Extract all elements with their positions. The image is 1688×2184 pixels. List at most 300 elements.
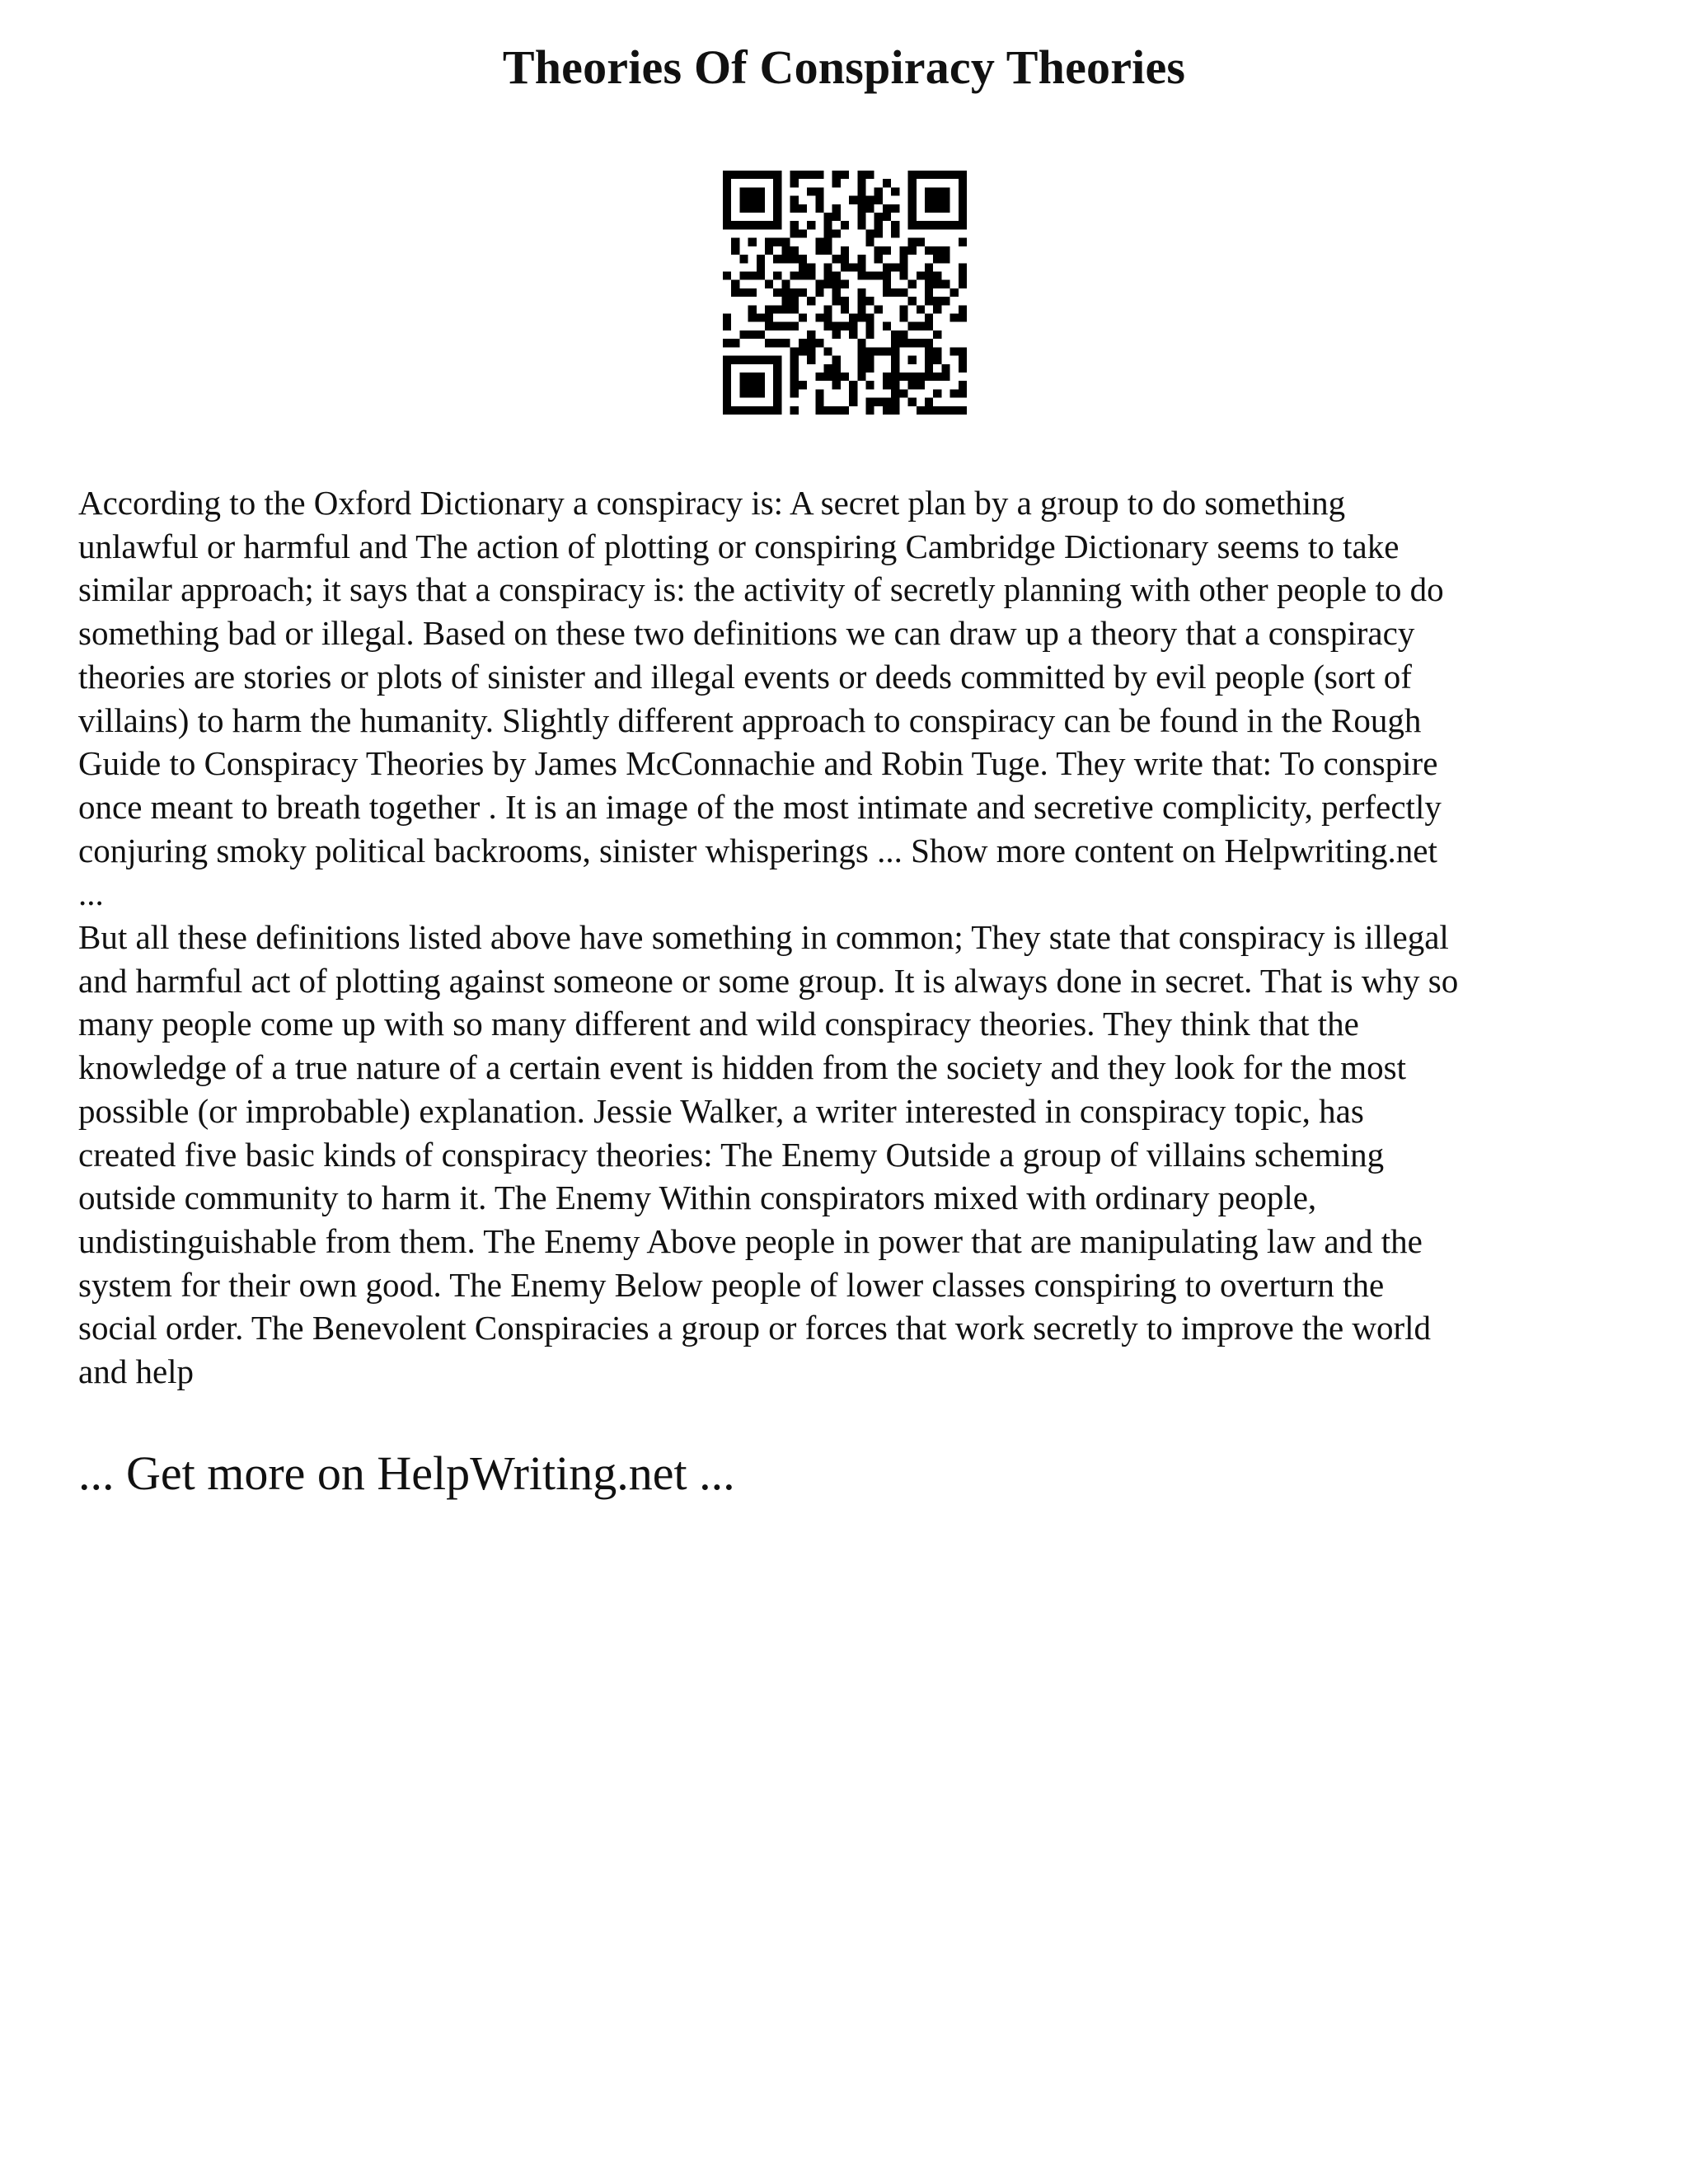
qr-module — [857, 187, 865, 195]
qr-module — [857, 263, 865, 271]
qr-module — [815, 406, 823, 415]
qr-module — [723, 221, 731, 229]
qr-module — [933, 356, 941, 364]
qr-module — [739, 288, 748, 297]
qr-module — [757, 314, 765, 322]
qr-module — [883, 179, 891, 187]
qr-module — [891, 330, 899, 339]
get-more-link[interactable]: ... Get more on HelpWriting.net ... — [78, 1446, 735, 1500]
qr-module — [917, 339, 925, 347]
qr-module — [739, 330, 748, 339]
qr-module — [883, 204, 891, 213]
qr-module — [790, 381, 799, 389]
qr-module — [748, 356, 757, 364]
qr-module — [823, 364, 832, 373]
qr-module — [723, 196, 731, 204]
qr-module — [748, 373, 757, 381]
qr-module — [899, 373, 907, 381]
qr-module — [807, 271, 815, 279]
qr-module — [765, 314, 773, 322]
qr-module — [950, 221, 959, 229]
qr-module — [899, 330, 907, 339]
qr-module — [841, 406, 849, 415]
qr-module — [723, 339, 731, 347]
qr-module — [841, 246, 849, 255]
qr-module — [823, 246, 832, 255]
qr-module — [857, 364, 865, 373]
qr-module — [757, 196, 765, 204]
qr-module — [950, 171, 959, 179]
qr-module — [731, 339, 739, 347]
qr-module — [933, 347, 941, 355]
qr-module — [790, 229, 799, 237]
qr-module — [849, 314, 857, 322]
qr-module — [959, 314, 967, 322]
qr-module — [959, 221, 967, 229]
qr-module — [925, 246, 933, 255]
qr-module — [739, 255, 748, 263]
qr-module — [757, 330, 765, 339]
qr-module — [773, 179, 781, 187]
qr-module — [841, 280, 849, 288]
qr-module — [815, 171, 823, 179]
qr-module — [883, 280, 891, 288]
qr-module — [773, 238, 781, 246]
qr-module — [773, 398, 781, 406]
qr-module — [908, 213, 917, 221]
qr-module — [883, 406, 891, 415]
qr-module — [925, 314, 933, 322]
qr-module — [925, 271, 933, 279]
qr-module — [773, 213, 781, 221]
qr-module — [849, 196, 857, 204]
qr-module — [739, 389, 748, 397]
qr-module — [849, 389, 857, 397]
qr-module — [941, 187, 950, 195]
qr-module — [849, 398, 857, 406]
qr-module — [832, 356, 841, 364]
qr-module — [773, 196, 781, 204]
qr-module — [841, 263, 849, 271]
qr-module — [723, 406, 731, 415]
qr-module — [731, 221, 739, 229]
qr-module — [832, 255, 841, 263]
qr-module — [765, 246, 773, 255]
qr-module — [757, 271, 765, 279]
qr-module — [823, 213, 832, 221]
qr-module — [807, 339, 815, 347]
qr-module — [739, 204, 748, 213]
qr-module — [773, 381, 781, 389]
qr-module — [832, 288, 841, 297]
qr-module — [899, 263, 907, 271]
qr-module — [959, 171, 967, 179]
qr-module — [841, 255, 849, 263]
qr-module — [925, 196, 933, 204]
paragraph-1: According to the Oxford Dictionary a conspiracy is: A secret plan by a group to do something unlawful or harmful and The action of plotting or conspiring Cambridge Dictionary seems to take similar approach; it says that a conspiracy is: the activity of secretly planning with other people to do something bad or illegal. Based on these two definitions we can draw up a theory that a conspiracy theories are stories or plots of sinister and illegal events or deeds committed by evil people (sort of villains) to harm the humanity. Slightly different approach to conspiracy can be found in the Rough Guide to Conspiracy Theories by James McConnachie and Robin Tuge. They write that: To conspire once meant to breath together . It is an image of the most intimate and secretive complicity, perfectly conjuring smoky political backrooms, sinister whisperings ... Show more content on Helpwriting.net ... — [78, 484, 1444, 913]
qr-module — [866, 229, 874, 237]
qr-module — [917, 406, 925, 415]
qr-module — [739, 271, 748, 279]
qr-module — [874, 187, 883, 195]
qr-module — [925, 322, 933, 330]
qr-module — [832, 330, 841, 339]
qr-module — [899, 305, 907, 313]
qr-module — [959, 280, 967, 288]
qr-module — [773, 406, 781, 415]
qr-module — [765, 238, 773, 246]
qr-module — [773, 373, 781, 381]
qr-module — [959, 356, 967, 364]
qr-module — [739, 187, 748, 195]
qr-module — [748, 330, 757, 339]
qr-module — [781, 305, 790, 313]
qr-module — [883, 398, 891, 406]
qr-module — [723, 213, 731, 221]
qr-module — [933, 271, 941, 279]
qr-module — [815, 204, 823, 213]
qr-module — [933, 187, 941, 195]
qr-module — [841, 322, 849, 330]
qr-module — [832, 322, 841, 330]
qr-module — [723, 389, 731, 397]
qr-module — [959, 364, 967, 373]
qr-module — [815, 187, 823, 195]
qr-module — [723, 179, 731, 187]
qr-module — [908, 238, 917, 246]
qr-module — [941, 255, 950, 263]
qr-module — [781, 246, 790, 255]
qr-module — [790, 288, 799, 297]
qr-module — [899, 255, 907, 263]
qr-module — [883, 246, 891, 255]
qr-module — [941, 373, 950, 381]
qr-module — [866, 196, 874, 204]
qr-module — [757, 255, 765, 263]
qr-module — [874, 196, 883, 204]
qr-module — [815, 288, 823, 297]
qr-module — [841, 373, 849, 381]
qr-code-icon — [723, 171, 967, 415]
qr-module — [832, 373, 841, 381]
qr-module — [799, 271, 807, 279]
qr-module — [748, 204, 757, 213]
qr-module — [857, 314, 865, 322]
qr-module — [908, 246, 917, 255]
qr-module — [723, 187, 731, 195]
qr-module — [781, 238, 790, 246]
qr-module — [857, 221, 865, 229]
qr-module — [857, 204, 865, 213]
qr-module — [933, 280, 941, 288]
qr-module — [807, 221, 815, 229]
qr-module — [883, 271, 891, 279]
qr-module — [807, 263, 815, 271]
qr-module — [773, 356, 781, 364]
qr-module — [781, 297, 790, 305]
qr-module — [723, 364, 731, 373]
qr-module — [765, 406, 773, 415]
qr-module — [925, 288, 933, 297]
qr-module — [908, 356, 917, 364]
qr-module — [815, 339, 823, 347]
qr-module — [748, 271, 757, 279]
qr-module — [866, 238, 874, 246]
qr-module — [723, 381, 731, 389]
qr-module — [925, 280, 933, 288]
qr-module — [891, 288, 899, 297]
qr-module — [874, 229, 883, 237]
qr-module — [925, 373, 933, 381]
qr-module — [815, 398, 823, 406]
qr-module — [925, 406, 933, 415]
qr-module — [941, 221, 950, 229]
qr-module — [765, 322, 773, 330]
qr-module — [891, 187, 899, 195]
qr-module — [773, 305, 781, 313]
qr-module — [899, 314, 907, 322]
qr-module — [849, 322, 857, 330]
qr-module — [773, 221, 781, 229]
qr-module — [773, 187, 781, 195]
qr-module — [781, 288, 790, 297]
qr-module — [765, 356, 773, 364]
qr-module — [773, 171, 781, 179]
qr-module — [891, 406, 899, 415]
qr-module — [832, 213, 841, 221]
qr-module — [823, 322, 832, 330]
page-title: Theories Of Conspiracy Theories — [502, 40, 1186, 94]
qr-module — [866, 271, 874, 279]
qr-module — [823, 406, 832, 415]
qr-module — [799, 263, 807, 271]
qr-module — [941, 406, 950, 415]
qr-module — [891, 364, 899, 373]
qr-module — [908, 398, 917, 406]
qr-module — [799, 171, 807, 179]
qr-module — [757, 263, 765, 271]
qr-module — [790, 373, 799, 381]
qr-module — [908, 339, 917, 347]
qr-module — [841, 221, 849, 229]
qr-module — [874, 347, 883, 355]
qr-module — [790, 389, 799, 397]
qr-module — [941, 196, 950, 204]
qr-module — [807, 330, 815, 339]
qr-module — [841, 297, 849, 305]
qr-module — [925, 347, 933, 355]
qr-module — [799, 288, 807, 297]
qr-module — [823, 271, 832, 279]
qr-module — [823, 305, 832, 313]
qr-module — [815, 196, 823, 204]
qr-module — [925, 364, 933, 373]
qr-module — [815, 246, 823, 255]
qr-module — [891, 389, 899, 397]
qr-module — [723, 322, 731, 330]
qr-module — [790, 297, 799, 305]
qr-module — [773, 339, 781, 347]
qr-module — [748, 187, 757, 195]
qr-module — [933, 246, 941, 255]
qr-module — [959, 179, 967, 187]
qr-module — [857, 271, 865, 279]
qr-module — [815, 314, 823, 322]
qr-module — [773, 271, 781, 279]
qr-module — [832, 381, 841, 389]
qr-module — [731, 406, 739, 415]
qr-module — [832, 406, 841, 415]
qr-module — [917, 238, 925, 246]
qr-module — [823, 229, 832, 237]
qr-module — [748, 314, 757, 322]
qr-module — [959, 347, 967, 355]
qr-module — [866, 330, 874, 339]
qr-module — [941, 246, 950, 255]
qr-module — [773, 389, 781, 397]
qr-module — [748, 305, 757, 313]
qr-module — [891, 263, 899, 271]
qr-module — [883, 263, 891, 271]
qr-module — [748, 406, 757, 415]
qr-module — [832, 271, 841, 279]
qr-module — [748, 196, 757, 204]
qr-module — [748, 288, 757, 297]
qr-module — [823, 314, 832, 322]
qr-module — [941, 204, 950, 213]
qr-module — [950, 406, 959, 415]
qr-module — [731, 246, 739, 255]
qr-module — [731, 288, 739, 297]
qr-module — [739, 373, 748, 381]
qr-module — [807, 187, 815, 195]
qr-module — [739, 171, 748, 179]
qr-module — [874, 305, 883, 313]
qr-module — [925, 263, 933, 271]
qr-module — [941, 364, 950, 373]
qr-module — [866, 347, 874, 355]
qr-module — [899, 339, 907, 347]
qr-module — [908, 373, 917, 381]
qr-module — [773, 255, 781, 263]
qr-module — [823, 238, 832, 246]
qr-module — [807, 347, 815, 355]
qr-module — [959, 389, 967, 397]
qr-module — [739, 196, 748, 204]
qr-module — [790, 406, 799, 415]
qr-module — [823, 221, 832, 229]
qr-module — [757, 171, 765, 179]
qr-module — [765, 305, 773, 313]
qr-module — [866, 398, 874, 406]
qr-module — [857, 255, 865, 263]
qr-module — [748, 381, 757, 389]
qr-module — [807, 356, 815, 364]
qr-module — [857, 179, 865, 187]
qr-module — [959, 213, 967, 221]
qr-module — [731, 280, 739, 288]
qr-module — [799, 347, 807, 355]
qr-module — [815, 389, 823, 397]
qr-module — [908, 221, 917, 229]
qr-module — [790, 322, 799, 330]
qr-module — [908, 187, 917, 195]
qr-module — [723, 398, 731, 406]
qr-module — [874, 271, 883, 279]
qr-module — [790, 356, 799, 364]
qr-module — [857, 196, 865, 204]
qr-module — [723, 356, 731, 364]
qr-module — [781, 280, 790, 288]
qr-module — [790, 171, 799, 179]
qr-module — [807, 171, 815, 179]
qr-module — [799, 339, 807, 347]
qr-module — [874, 246, 883, 255]
qr-module — [823, 373, 832, 381]
qr-module — [891, 347, 899, 355]
qr-module — [959, 271, 967, 279]
qr-module — [874, 255, 883, 263]
qr-module — [799, 314, 807, 322]
qr-module — [857, 297, 865, 305]
qr-module — [757, 204, 765, 213]
qr-module — [723, 171, 731, 179]
qr-module — [841, 305, 849, 313]
qr-module — [790, 271, 799, 279]
qr-module — [899, 389, 907, 397]
qr-module — [950, 314, 959, 322]
qr-module — [832, 364, 841, 373]
qr-module — [866, 356, 874, 364]
qr-module — [908, 381, 917, 389]
qr-module — [883, 288, 891, 297]
qr-module — [739, 221, 748, 229]
qr-module — [799, 229, 807, 237]
qr-module — [757, 187, 765, 195]
qr-module — [849, 263, 857, 271]
qr-module — [832, 280, 841, 288]
qr-module — [883, 381, 891, 389]
qr-module — [933, 297, 941, 305]
qr-module — [773, 364, 781, 373]
qr-module — [933, 305, 941, 313]
qr-module — [832, 204, 841, 213]
qr-module — [933, 196, 941, 204]
qr-module — [891, 381, 899, 389]
qr-module — [917, 171, 925, 179]
qr-module — [807, 297, 815, 305]
qr-module — [959, 406, 967, 415]
qr-module — [891, 229, 899, 237]
qr-module — [866, 297, 874, 305]
qr-module — [799, 381, 807, 389]
qr-module — [757, 356, 765, 364]
qr-module — [959, 187, 967, 195]
qr-module — [908, 196, 917, 204]
qr-module — [933, 171, 941, 179]
qr-module — [781, 322, 790, 330]
qr-module — [891, 356, 899, 364]
qr-module — [941, 171, 950, 179]
qr-module — [908, 280, 917, 288]
qr-module — [748, 221, 757, 229]
qr-module — [841, 171, 849, 179]
qr-module — [773, 204, 781, 213]
qr-module — [959, 381, 967, 389]
qr-module — [815, 373, 823, 381]
qr-module — [874, 213, 883, 221]
qr-module — [874, 221, 883, 229]
